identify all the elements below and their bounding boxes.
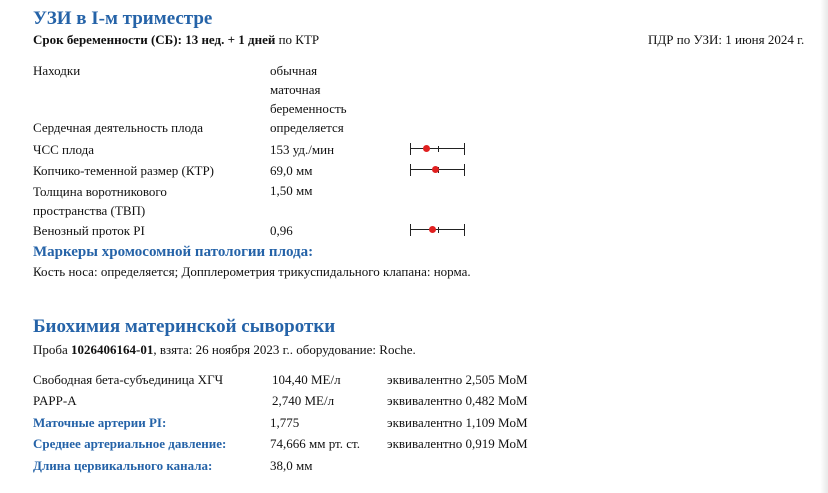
bio-section-title: Биохимия материнской сыворотки — [33, 316, 336, 337]
row-value: 69,0 мм — [270, 163, 313, 178]
dv-range-bar — [410, 224, 465, 236]
findings-label: Находки — [33, 63, 81, 78]
bio-row-mom: эквивалентно 0,919 MoM — [387, 436, 528, 451]
bio-row-value: 74,666 мм рт. ст. — [270, 436, 360, 451]
bio-row-label: PAPP-A — [33, 393, 77, 408]
row-value: 153 уд./мин — [270, 142, 335, 157]
crl-range-bar — [410, 164, 465, 176]
row-value: определяется — [270, 120, 344, 135]
sample-prefix: Проба — [33, 342, 72, 357]
fhr-range-marker — [423, 145, 430, 152]
edd-text: ПДР по УЗИ: 1 июня 2024 г. — [648, 32, 805, 47]
row-label: Копчико-теменной размер (КТР) — [33, 163, 214, 178]
ga-method: по КТР — [278, 32, 320, 47]
bio-row-label: Маточные артерии PI: — [33, 415, 167, 430]
page-edge-shadow — [820, 0, 828, 493]
ga-value: 13 нед. + 1 дней — [185, 32, 276, 47]
row-label: Толщина воротникового пространства (ТВП) — [33, 184, 167, 218]
bio-row-label: Среднее артериальное давление: — [33, 436, 227, 451]
crl-range-marker — [432, 166, 439, 173]
row-label: Сердечная деятельность плода — [33, 120, 204, 135]
dv-range-marker — [429, 226, 436, 233]
sample-line — [33, 342, 416, 358]
bio-row-label: Длина цервикального канала: — [33, 458, 213, 473]
sample-id: 1026406164-01 — [71, 342, 154, 357]
row-value: 0,96 — [270, 223, 293, 238]
bio-row-value: 2,740 МЕ/л — [272, 393, 335, 408]
row-label: Венозный проток PI — [33, 223, 145, 238]
us-section-title: УЗИ в I-м триместре — [33, 8, 213, 29]
row-label: ЧСС плода — [33, 142, 94, 157]
markers-title: Маркеры хромосомной патологии плода: — [33, 244, 314, 260]
bio-row-mom: эквивалентно 2,505 MoM — [387, 372, 528, 387]
ga-label: Срок беременности (СБ): — [33, 32, 182, 47]
gestational-age-line — [33, 32, 319, 48]
bio-row-value: 104,40 МЕ/л — [272, 372, 341, 387]
markers-text: Кость носа: определяется; Допплерометрия трикуспидального клапана: норма. — [33, 264, 471, 279]
sample-suffix: , взята: 26 ноября 2023 г.. оборудование: Roche. — [153, 342, 416, 357]
bio-row-value: 38,0 мм — [270, 458, 313, 473]
fhr-range-bar — [410, 143, 465, 155]
bio-row-mom: эквивалентно 1,109 MoM — [387, 415, 528, 430]
bio-row-value: 1,775 — [270, 415, 300, 430]
row-value: 1,50 мм — [270, 183, 313, 198]
bio-row-mom: эквивалентно 0,482 MoM — [387, 393, 528, 408]
bio-row-label: Свободная бета-субъединица ХГЧ — [33, 372, 224, 387]
findings-value: обычная маточная беременность — [270, 63, 347, 116]
